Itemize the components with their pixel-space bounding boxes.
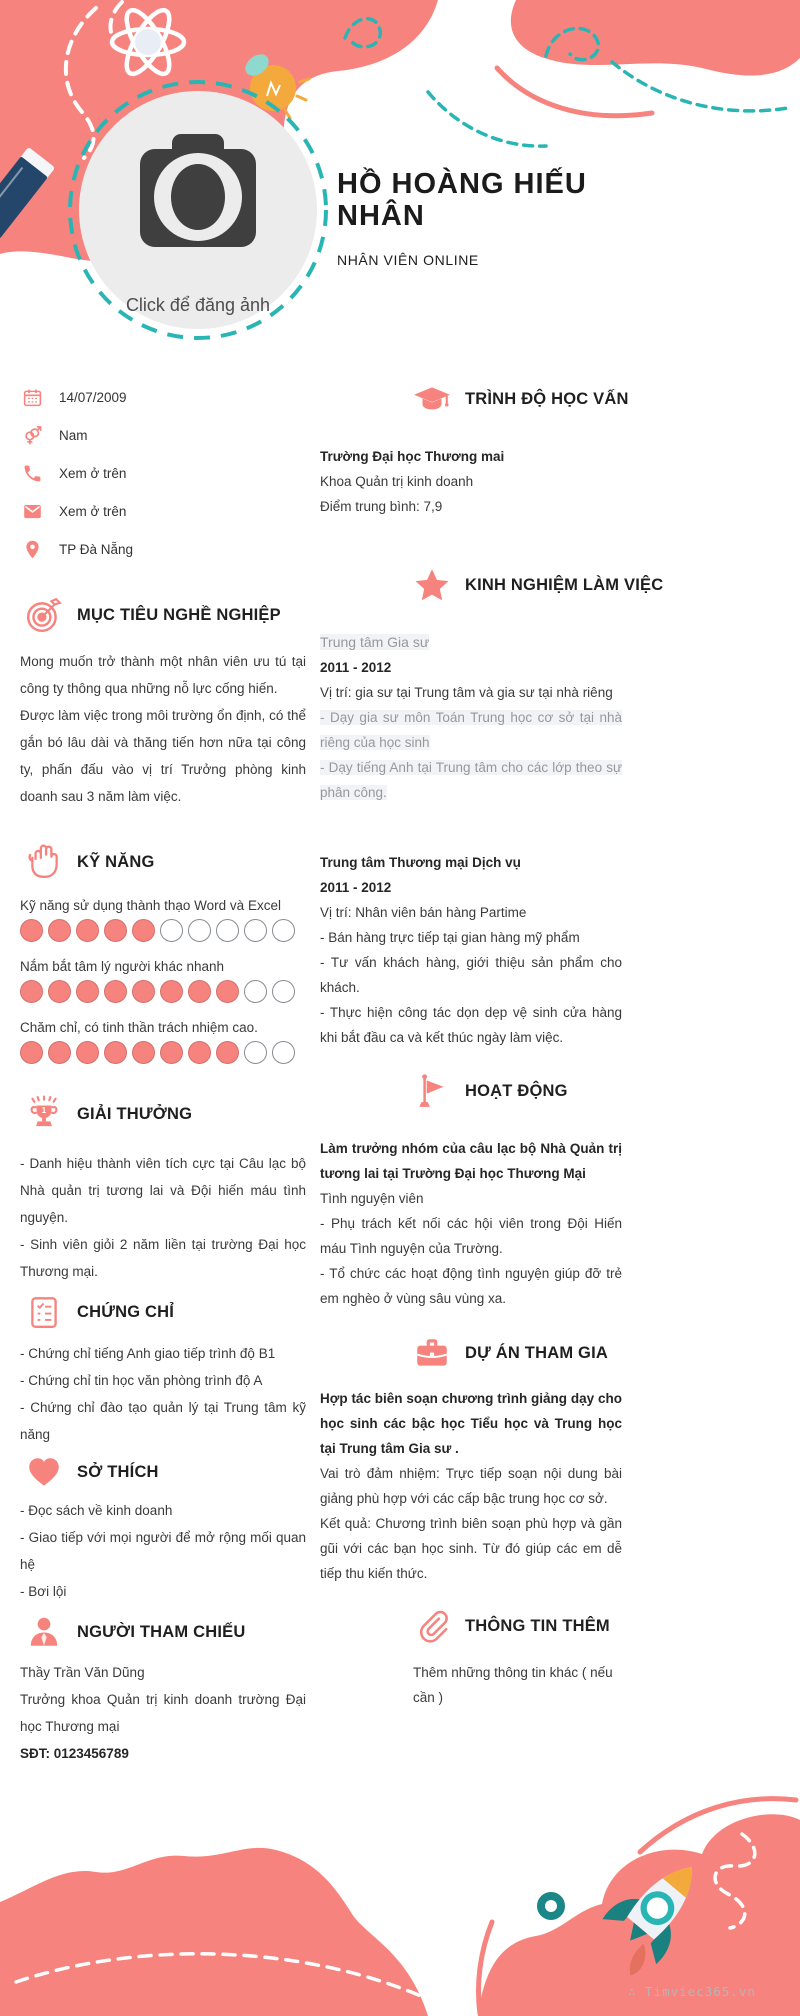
additional-heading [413, 1607, 622, 1645]
projects-heading [413, 1334, 622, 1372]
hobbies-heading [25, 1453, 306, 1491]
section-title: KỸ NĂNG [77, 852, 155, 871]
section-title: GIẢI THƯỞNG [77, 1104, 193, 1123]
target-icon [25, 596, 63, 634]
certificate-item: - Chứng chỉ đào tạo quản lý tại Trung tâm kỹ năng [20, 1400, 306, 1442]
info-row-phone [20, 454, 306, 492]
experience-job [320, 630, 622, 805]
info-row-birthday [20, 378, 306, 416]
job-detail: - Thực hiện công tác dọn dẹp vệ sinh cửa hàng khi bắt đầu ca và kết thúc ngày làm việc. [320, 1005, 622, 1045]
email-value: Xem ở trên [59, 503, 127, 519]
skill-dot [188, 980, 211, 1003]
activity-title: Làm trưởng nhóm của câu lạc bộ Nhà Quản trị tương lai tại Trường Đại học Thương Mại [320, 1141, 622, 1181]
job-period: 2011 - 2012 [320, 880, 392, 895]
job-detail: - Dạy gia sư môn Toán Trung học cơ sở tại nhà riêng của học sinh [320, 710, 622, 750]
skill-dot [244, 1041, 267, 1064]
certificate-item: - Chứng chỉ tiếng Anh giao tiếp trình độ B1 [20, 1346, 276, 1361]
awards-heading [25, 1095, 306, 1133]
skill-dots [20, 919, 306, 942]
gender-value: Nam [59, 427, 88, 443]
name-block [337, 168, 637, 268]
briefcase-icon [413, 1334, 451, 1372]
award-item: - Danh hiệu thành viên tích cực tại Câu lạc bộ Nhà quản trị tương lai và Đội hiến máu tình nguyện. [20, 1156, 306, 1225]
gender-icon [22, 425, 43, 446]
job-company: Trung tâm Gia sư [320, 634, 430, 650]
skill-dot [244, 980, 267, 1003]
education-faculty: Khoa Quản trị kinh doanh [320, 474, 474, 489]
hobby-item: - Bơi lội [20, 1584, 67, 1599]
phone-value: Xem ở trên [59, 465, 127, 481]
info-row-gender [20, 416, 306, 454]
location-icon [22, 539, 43, 560]
skill-dot [76, 980, 99, 1003]
project-title: Hợp tác biên soạn chương trình giảng dạy cho học sinh các bậc học Tiểu học và Trung học tại Trung tâm Gia sư . [320, 1391, 622, 1456]
photo-upload-circle[interactable] [79, 91, 317, 329]
skill-dot [272, 980, 295, 1003]
section-title: MỤC TIÊU NGHỀ NGHIỆP [77, 605, 281, 624]
camera-icon [138, 127, 258, 251]
education-school: Trường Đại học Thương mai [320, 449, 505, 464]
skill-dot [76, 1041, 99, 1064]
skill-dot [216, 1041, 239, 1064]
project-detail: Kết quả: Chương trình biên soạn phù hợp và gần gũi với các bạn học sinh. Từ đó giúp các em dễ tiếp thu kiến thức. [320, 1516, 622, 1581]
section-title: NGƯỜI THAM CHIẾU [77, 1622, 246, 1641]
skill-dot [188, 1041, 211, 1064]
personal-info-list [20, 378, 306, 568]
skill-dot [160, 919, 183, 942]
flag-icon [413, 1072, 451, 1110]
info-row-email [20, 492, 306, 530]
education-heading [413, 380, 629, 418]
activity-item: - Phụ trách kết nối các hội viên trong Đội Hiến máu Tình nguyện của Trường. [320, 1216, 622, 1256]
reference-name: Thầy Trần Văn Dũng [20, 1665, 145, 1680]
job-detail: - Tư vấn khách hàng, giới thiệu sản phẩm cho khách. [320, 955, 622, 995]
coral-blob-bottom-left [0, 1848, 428, 2016]
additional-text: Thêm những thông tin khác ( nếu cần ) [413, 1665, 613, 1705]
skill-dot [244, 919, 267, 942]
skill-label: Chăm chỉ, có tinh thần trách nhiệm cao. [20, 1020, 258, 1035]
job-detail: - Dạy tiếng Anh tại Trung tâm cho các lớp theo sự phân công. [320, 760, 622, 800]
section-title: THÔNG TIN THÊM [465, 1616, 610, 1635]
candidate-name: HỒ HOÀNG HIẾU NHÂN [337, 168, 587, 232]
hobby-item: - Giao tiếp với mọi người để mở rộng mối quan hệ [20, 1530, 306, 1572]
heart-icon [25, 1453, 63, 1491]
phone-icon [22, 463, 43, 484]
star-icon [413, 566, 451, 604]
skill-dot [48, 980, 71, 1003]
job-company: Trung tâm Thương mại Dịch vụ [320, 855, 521, 870]
objective-heading [25, 596, 306, 634]
experience-job [320, 850, 622, 1050]
section-title: CHỨNG CHỈ [77, 1302, 175, 1321]
skill-dot [104, 919, 127, 942]
skill-dot [272, 1041, 295, 1064]
activity-subtitle: Tình nguyện viên [320, 1191, 424, 1206]
trophy-icon [25, 1095, 63, 1133]
skill-dot [76, 919, 99, 942]
photo-upload-label: Click để đăng ảnh [125, 295, 271, 315]
skill-dot [272, 919, 295, 942]
section-title: HOẠT ĐỘNG [465, 1081, 568, 1100]
skill-dot [132, 980, 155, 1003]
skill-dot [48, 1041, 71, 1064]
certificates-heading [25, 1293, 306, 1331]
objective-text-1: Mong muốn trở thành một nhân viên ưu tú tại công ty thông qua những nỗ lực cống hiến. [20, 654, 306, 696]
reference-heading [25, 1613, 306, 1651]
person-icon [25, 1613, 63, 1651]
experience-heading [413, 566, 664, 604]
section-title: TRÌNH ĐỘ HỌC VẤN [465, 389, 629, 408]
skill-dot [160, 1041, 183, 1064]
job-period: 2011 - 2012 [320, 660, 392, 675]
reference-phone: SĐT: 0123456789 [20, 1746, 129, 1761]
paperclip-icon [413, 1607, 451, 1645]
skill-dot [20, 980, 43, 1003]
fist-icon [25, 843, 63, 881]
mail-icon [22, 501, 43, 522]
education-gpa: Điểm trung bình: 7,9 [320, 499, 443, 514]
birthday-value: 14/07/2009 [59, 389, 127, 405]
footer-decoration [0, 1756, 800, 2016]
section-title: SỞ THÍCH [77, 1462, 159, 1481]
job-detail: - Bán hàng trực tiếp tại gian hàng mỹ phẩm [320, 930, 580, 945]
graduation-cap-icon [413, 380, 451, 418]
hobby-item: - Đọc sách về kinh doanh [20, 1503, 173, 1518]
job-position: Vị trí: gia sư tại Trung tâm và gia sư tại nhà riêng [320, 685, 613, 700]
skill-dot [160, 980, 183, 1003]
left-column [20, 378, 306, 1767]
activity-item: - Tổ chức các hoạt động tình nguyện giúp đỡ trẻ em nghèo ở vùng sâu vùng xa. [320, 1266, 622, 1306]
skill-dot [132, 1041, 155, 1064]
certificate-item: - Chứng chỉ tin học văn phòng trình độ A [20, 1373, 263, 1388]
candidate-title: NHÂN VIÊN ONLINE [337, 252, 479, 268]
teal-donut-icon [541, 1896, 561, 1916]
skill-dot [20, 1041, 43, 1064]
skill-dots [20, 1041, 306, 1064]
watermark: ∴ Timviec365.vn [628, 1984, 756, 1999]
section-title: KINH NGHIỆM LÀM VIỆC [465, 575, 664, 594]
svg-text:1: 1 [41, 1105, 47, 1115]
certificate-list-icon [25, 1293, 63, 1331]
section-title: DỰ ÁN THAM GIA [465, 1343, 608, 1362]
address-value: TP Đà Nẵng [59, 541, 134, 557]
objective-text-2: Được làm việc trong môi trường ổn định, có thể gắn bó lâu dài và thăng tiến hơn nữa tại công ty, phấn đấu vào vị trí Trưởng phòng kinh doanh sau 3 năm làm việc. [20, 708, 306, 804]
skill-dot [216, 919, 239, 942]
skill-label: Nắm bắt tâm lý người khác nhanh [20, 959, 224, 974]
award-item: - Sinh viên giỏi 2 năm liền tại trường Đại học Thương mại. [20, 1237, 306, 1279]
activities-heading [413, 1072, 622, 1110]
skill-dot [48, 919, 71, 942]
skill-dot [216, 980, 239, 1003]
job-position: Vị trí: Nhân viên bán hàng Partime [320, 905, 527, 920]
skill-dot [20, 919, 43, 942]
skill-dot [104, 1041, 127, 1064]
info-row-address [20, 530, 306, 568]
skill-dot [104, 980, 127, 1003]
skill-dots [20, 980, 306, 1003]
skill-dot [188, 919, 211, 942]
calendar-icon [22, 387, 43, 408]
right-column [320, 380, 664, 1710]
skill-label: Kỹ năng sử dụng thành thạo Word và Excel [20, 898, 281, 913]
project-detail: Vai trò đảm nhiệm: Trực tiếp soạn nội dung bài giảng phù hợp với các cấp bậc trung học cơ sở. [320, 1466, 622, 1506]
skill-dot [132, 919, 155, 942]
reference-org: Trưởng khoa Quản trị kinh doanh trường Đại học Thương mại [20, 1692, 306, 1734]
skills-heading [25, 843, 306, 881]
